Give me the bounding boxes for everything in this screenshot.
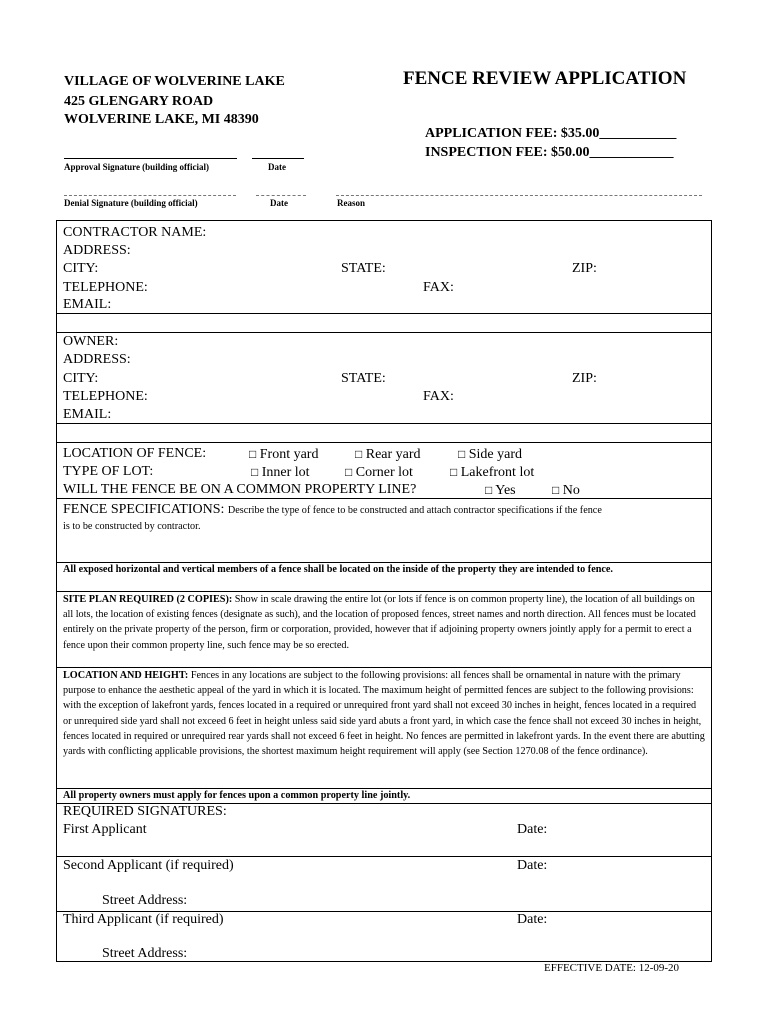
- second-applicant-row[interactable]: [57, 857, 711, 912]
- owner-city-label[interactable]: CITY:: [63, 371, 99, 386]
- side-yard-label: Side yard: [468, 447, 523, 462]
- location-of-fence-label: LOCATION OF FENCE:: [63, 446, 207, 461]
- contractor-telephone-label[interactable]: TELEPHONE:: [63, 280, 148, 295]
- approval-date-line[interactable]: [252, 158, 304, 159]
- fence-specifications-section[interactable]: [57, 499, 711, 563]
- effective-date: EFFECTIVE DATE: 12-09-20: [544, 962, 680, 974]
- exposed-members-rule: [57, 563, 711, 592]
- checkbox-icon[interactable]: □: [251, 465, 259, 479]
- owner-name-label[interactable]: OWNER:: [63, 334, 119, 349]
- corner-lot-option[interactable]: [345, 464, 413, 481]
- yes-label: Yes: [495, 483, 516, 498]
- fence-options-section: [57, 443, 711, 499]
- village-name: VILLAGE OF WOLVERINE LAKE: [64, 74, 285, 89]
- denial-signature-label: Denial Signature (building official): [64, 198, 198, 208]
- exposed-members-text: All exposed horizontal and vertical members of a fence shall be located on the inside of the property they are intended to fence.: [63, 564, 613, 575]
- first-applicant-row[interactable]: [57, 804, 711, 857]
- inner-lot-label: Inner lot: [261, 465, 310, 480]
- third-applicant-date-label: Date:: [517, 912, 548, 927]
- first-applicant-label: First Applicant: [63, 822, 147, 837]
- owner-fax-label[interactable]: FAX:: [423, 389, 454, 404]
- owner-section: [57, 333, 711, 424]
- approval-date-label: Date: [268, 162, 286, 172]
- common-line-no-option[interactable]: [552, 482, 580, 499]
- site-plan-body: Show in scale drawing the entire lot (or lots if fence is on common property line), the location of all buildings on all lots, the location of existing fences (designate as such), and the location of proposed fences, street names and north direction. All fences must be located entirely on the private property of the person, firm or corporation, provided, however that if adjoining property owners jointly apply for a permit to erect a fence upon their common property line, such fence may be so erected.: [63, 594, 696, 651]
- rear-yard-label: Rear yard: [365, 447, 421, 462]
- checkbox-icon[interactable]: □: [458, 447, 466, 461]
- owner-email-label[interactable]: EMAIL:: [63, 407, 112, 422]
- owner-address-label[interactable]: ADDRESS:: [63, 352, 131, 367]
- denial-date-line[interactable]: [256, 195, 306, 196]
- common-line-yes-option[interactable]: [485, 482, 516, 499]
- contractor-state-label[interactable]: STATE:: [341, 261, 386, 276]
- owner-zip-label[interactable]: ZIP:: [572, 371, 597, 386]
- second-applicant-label: Second Applicant (if required): [63, 858, 234, 873]
- checkbox-icon[interactable]: □: [345, 465, 353, 479]
- second-street-address-label: Street Address:: [102, 893, 188, 908]
- location-height-heading: LOCATION AND HEIGHT:: [63, 670, 189, 681]
- common-property-line-label: WILL THE FENCE BE ON A COMMON PROPERTY LINE?: [63, 482, 417, 497]
- spacer-row: [57, 424, 711, 443]
- fence-specifications-instructions: Describe the type of fence to be constructed and attach contractor specifications if the fence: [227, 505, 602, 516]
- inspection-fee: INSPECTION FEE: $50.00____________: [425, 145, 674, 160]
- side-yard-option[interactable]: [458, 446, 522, 463]
- page-title: FENCE REVIEW APPLICATION: [403, 68, 687, 89]
- denial-date-label: Date: [270, 198, 288, 208]
- denial-reason-label: Reason: [337, 198, 366, 208]
- site-plan-heading: SITE PLAN REQUIRED (2 COPIES):: [63, 594, 233, 605]
- type-of-lot-label: TYPE OF LOT:: [63, 464, 154, 479]
- lakefront-lot-label: Lakefront lot: [460, 465, 535, 480]
- fence-specifications-label: FENCE SPECIFICATIONS: Describe the type of fence to be constructed and attach contractor specifications if the fence: [63, 502, 602, 517]
- corner-lot-label: Corner lot: [355, 465, 413, 480]
- approval-signature-label: Approval Signature (building official): [64, 162, 209, 172]
- contractor-city-label[interactable]: CITY:: [63, 261, 99, 276]
- application-fee: APPLICATION FEE: $35.00___________: [425, 126, 677, 141]
- village-street: 425 GLENGARY ROAD: [64, 94, 214, 109]
- checkbox-icon[interactable]: □: [450, 465, 458, 479]
- required-signatures-heading: REQUIRED SIGNATURES:: [63, 804, 227, 819]
- contractor-section: [57, 221, 711, 314]
- joint-application-rule: [57, 789, 711, 804]
- location-height-rule: [57, 668, 711, 789]
- location-height-text: [63, 668, 705, 759]
- checkbox-icon[interactable]: □: [249, 447, 257, 461]
- owner-state-label[interactable]: STATE:: [341, 371, 386, 386]
- joint-application-text: All property owners must apply for fences upon a common property line jointly.: [63, 790, 411, 801]
- third-applicant-label: Third Applicant (if required): [63, 912, 224, 927]
- denial-signature-line[interactable]: [64, 195, 236, 196]
- rear-yard-option[interactable]: [355, 446, 421, 463]
- front-yard-option[interactable]: [249, 446, 318, 463]
- owner-telephone-label[interactable]: TELEPHONE:: [63, 389, 148, 404]
- no-label: No: [562, 483, 580, 498]
- contractor-fax-label[interactable]: FAX:: [423, 280, 454, 295]
- location-height-body: Fences in any locations are subject to the following provisions: all fences shall be ornamental in nature with the primary purpose to enhance the aesthetic appeal of the yard in which it is located. The maximum height of permitted fences are subject to the following provisions: with the exception of lakefront yards, fences located in a required or unrequired front yard shall not exceed 30 inches in height, fences located in a required or unrequired side yard shall not exceed 6 feet in height unless said side yard abuts a front yard, in which case the fence shall not exceed 30 inches in height, fences located in required or unrequired rear yards shall not exceed 6 feet in height. No fences are permitted in lakefront yards. In the event there are abutting yards with conflicting applicable provisions, the shortest maximum height requirement will apply (see Section 1270.08 of the fence ordinance).: [63, 670, 705, 758]
- approval-signature-line[interactable]: [64, 158, 237, 159]
- contractor-name-label[interactable]: CONTRACTOR NAME:: [63, 225, 207, 240]
- denial-reason-line[interactable]: [336, 195, 702, 196]
- front-yard-label: Front yard: [259, 447, 319, 462]
- checkbox-icon[interactable]: □: [485, 483, 493, 497]
- spacer-row: [57, 314, 711, 333]
- second-applicant-date-label: Date:: [517, 858, 548, 873]
- lakefront-lot-option[interactable]: [450, 464, 534, 481]
- application-form-table: [56, 220, 712, 962]
- inner-lot-option[interactable]: [251, 464, 310, 481]
- site-plan-text: [63, 592, 705, 653]
- checkbox-icon[interactable]: □: [355, 447, 363, 461]
- checkbox-icon[interactable]: □: [552, 483, 560, 497]
- third-applicant-row[interactable]: [57, 912, 711, 961]
- contractor-email-label[interactable]: EMAIL:: [63, 297, 112, 312]
- contractor-address-label[interactable]: ADDRESS:: [63, 243, 131, 258]
- fence-specifications-instructions-2: is to be constructed by contractor.: [63, 521, 201, 532]
- third-street-address-label: Street Address:: [102, 946, 188, 961]
- village-city: WOLVERINE LAKE, MI 48390: [64, 112, 259, 127]
- site-plan-rule: [57, 592, 711, 668]
- first-applicant-date-label: Date:: [517, 822, 548, 837]
- contractor-zip-label[interactable]: ZIP:: [572, 261, 597, 276]
